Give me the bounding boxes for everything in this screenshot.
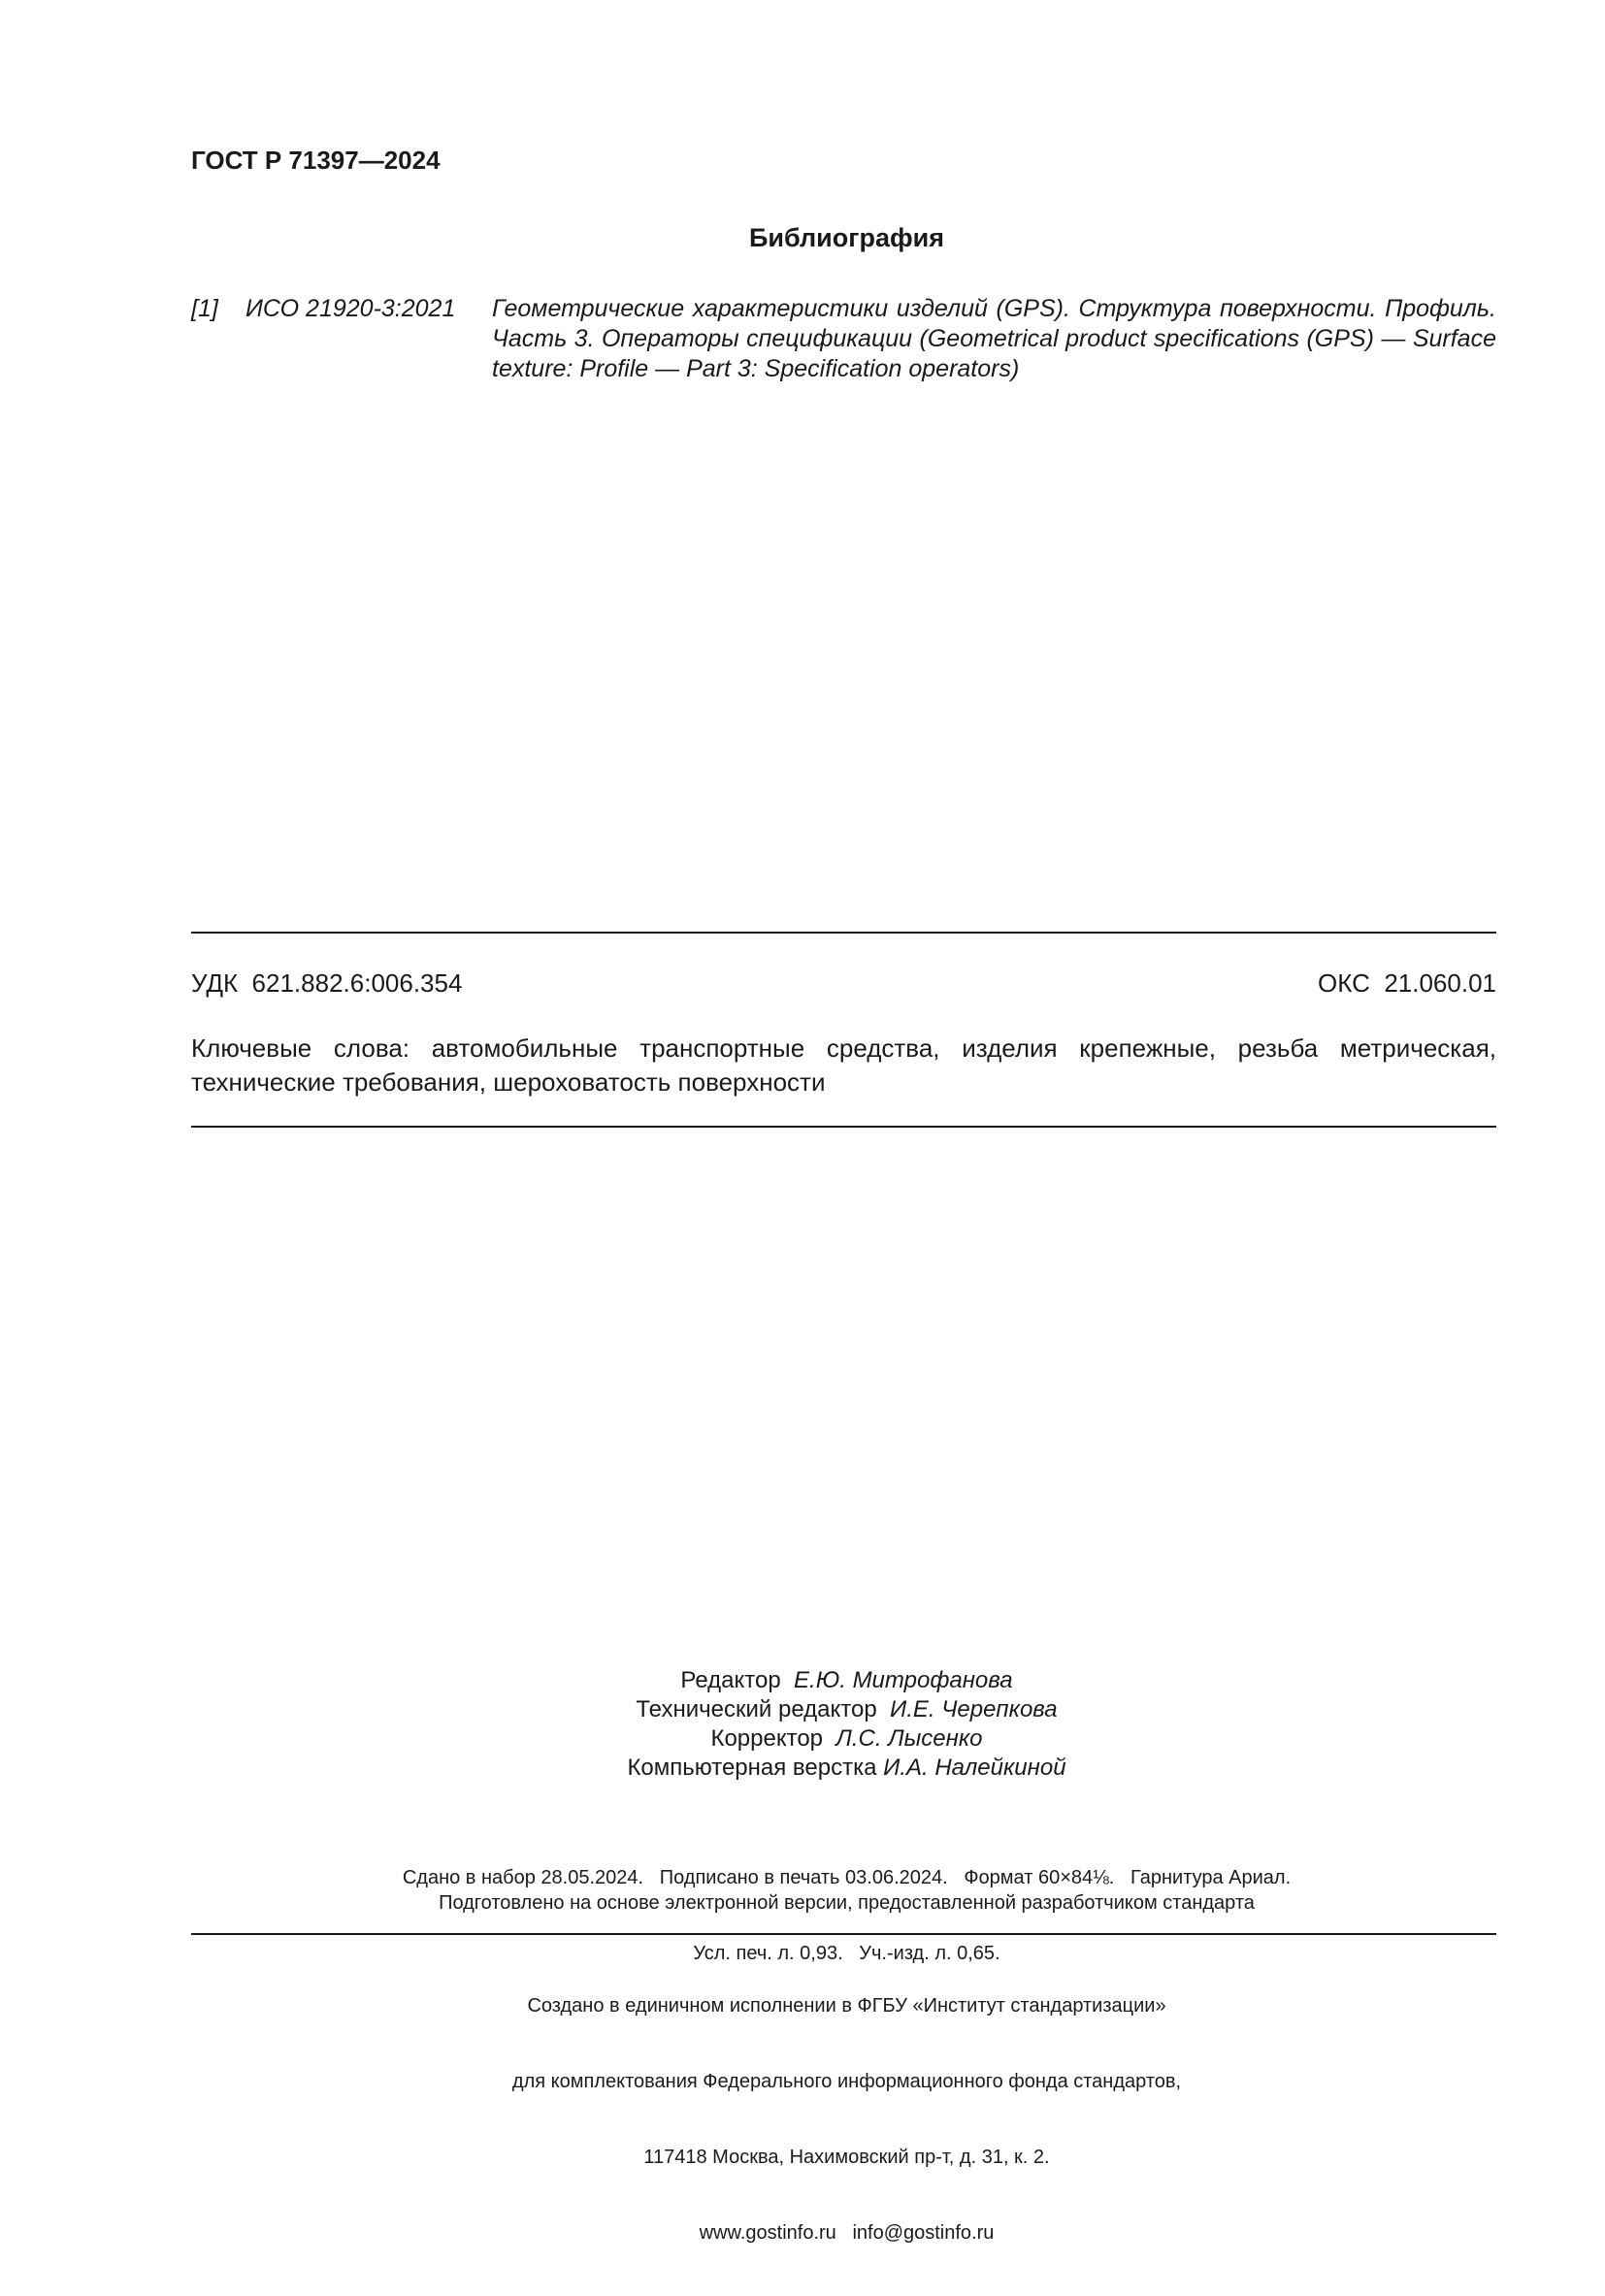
bibliography-title: Библиография	[749, 223, 944, 252]
publisher-contacts: www.gostinfo.ru info@gostinfo.ru	[699, 2222, 995, 2244]
entry-number: [1]	[191, 295, 218, 322]
publisher-info	[0, 1943, 1605, 2296]
credit-corrector	[0, 1724, 1605, 1754]
document-id: ГОСТ Р 71397—2024	[191, 146, 441, 175]
credit-name: И.Е. Черепкова	[890, 1696, 1058, 1722]
keywords: Ключевые слова: автомобильные транспортные средства, изделия крепежные, резьба метрическая, технические требования, шероховатость поверхности	[191, 1033, 1496, 1097]
prepared-note: Подготовлено на основе электронной версии, предоставленной разработчиком стандарта	[439, 1892, 1255, 1914]
credits-block	[0, 1666, 1605, 1783]
divider-middle	[191, 1126, 1496, 1128]
divider-top	[191, 932, 1496, 934]
credit-name: Л.С. Лысенко	[835, 1725, 983, 1752]
print-info-line: Сдано в набор 28.05.2024. Подписано в печать 03.06.2024. Формат 60×84⅛. Гарнитура Ариал.	[402, 1867, 1292, 1888]
credit-editor	[0, 1666, 1605, 1695]
credit-role: Редактор	[680, 1667, 781, 1693]
credit-tech-editor	[0, 1695, 1605, 1724]
print-info-line: Усл. печ. л. 0,93. Уч.-изд. л. 0,65.	[693, 1943, 1000, 1964]
credit-role: Корректор	[710, 1725, 824, 1752]
credit-role: Технический редактор	[636, 1696, 877, 1722]
credit-name: Е.Ю. Митрофанова	[794, 1667, 1013, 1693]
udk-code: УДК 621.882.6:006.354	[191, 968, 463, 998]
divider-bottom	[191, 1933, 1496, 1935]
publisher-line: Создано в единичном исполнении в ФГБУ «Институт стандартизации»	[527, 1995, 1166, 2017]
credit-name: И.А. Налейкиной	[883, 1755, 1066, 1781]
credit-layout	[0, 1754, 1605, 1783]
entry-title: Геометрические характеристики изделий (GPS). Структура поверхности. Профиль. Часть 3. Операторы спецификации (Geometrical product specifications (GPS) — Surface texture: Profile — Part 3: Specification operators)	[492, 295, 1496, 382]
oks-code: ОКС 21.060.01	[1318, 968, 1496, 998]
publisher-line: для комплектования Федерального информационного фонда стандартов,	[511, 2071, 1182, 2092]
publisher-line: 117418 Москва, Нахимовский пр-т, д. 31, к. 2.	[643, 2147, 1050, 2168]
entry-standard-code: ИСО 21920-3:2021	[246, 295, 456, 322]
credit-role: Компьютерная верстка	[627, 1755, 877, 1781]
